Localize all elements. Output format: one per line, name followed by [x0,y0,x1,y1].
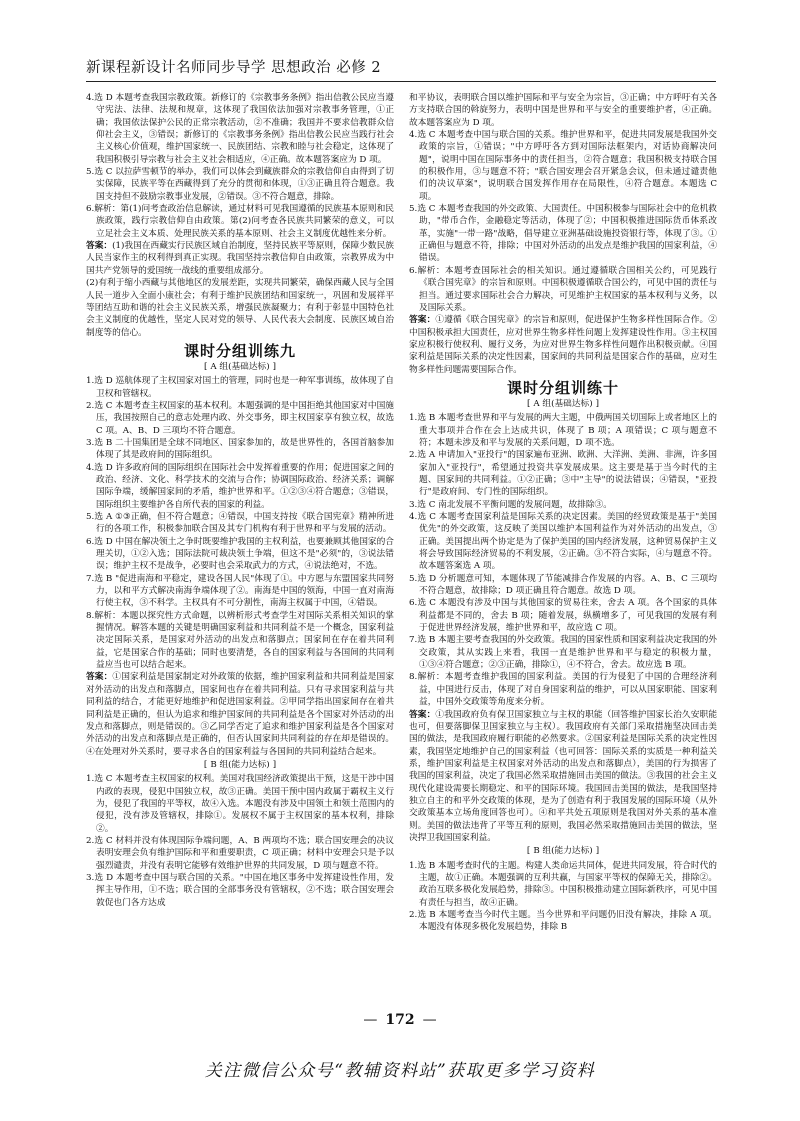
answer-label: 答案： [409,315,436,326]
a-answer-2: 2.选 C 本题考查主权国家的基本权利。本题强调的是中国拒绝其他国家对中国施压，我国按照自己的意志处理内政、外交事务，即主权国家享有独立权，故选 C 项。A、B、D 三项均不符合题意。 [86,400,394,436]
a-answer-8 [86,671,394,757]
group-b-heading: [ B 组(能力达标) ] [526,846,600,857]
footer-promo: 关注微信公众号“教辅资料站”获取更多学习资料 [204,1061,596,1081]
a-answer-5: 5.选 D 分析题意可知，本题体现了节能减排合作发展的内容。A、B、C 三项均不符合题意，故排除；D 项正确且符合题意。故选 D 项。 [409,573,717,597]
answer-q6-answer [86,240,394,277]
left-column [86,92,394,909]
section-title-9: 课时分组训练九 [183,341,296,360]
b-answer-3: 3.选 D 本题考查中国与联合国的关系。"中国在地区事务中发挥建设性作用，发挥主导作用，①不选；联合国的全部事务没有管辖权，②不选；联合国安理会敦促也门各方达成 [86,872,394,908]
b-answer-3-continued: 和平协议，表明联合国以维护国际和平与安全为宗旨，③正确；中方呼吁有关各方支持联合国的斡旋努力，表明中国是世界和平与安全的重要维护者，④正确。故本题答案应为 D 项。 [409,93,717,128]
answer-label: 答案： [409,709,436,720]
answer-q5: 5.选 C 以拉萨雪顿节的举办，我们可以体会到藏族群众的宗教信仰自由得到了切实保障，民族平等在西藏得到了充分的贯彻和体现，①③正确且符合题意。我国支持但不鼓励宗教事业发展，②错误。③不符合题意，排除。 [86,167,394,202]
page-number-value: 172 [385,1012,415,1028]
a-answer-1: 1.选 D 巡航体现了主权国家对国土的管理，同时也是一种军事训练，故体现了自卫权和管辖权。 [86,376,394,399]
b-answer-1: 1.选 C 本题考查主权国家的权利。美国对我国经济政策提出干预，这是干涉中国内政的表现，侵犯中国独立权，故③正确。美国干预中国内政属于霸权主义行为，侵犯了我国的平等权，故④入选。本题没有涉及中国领土和领土范围内的侵犯，没有涉及管辖权，排除①。发展权不属于主权国家的基本权利，排除②。 [86,774,394,834]
b-answer-2: 2.选 B 本题考查当今时代主题。当今世界和平问题仍旧没有解决，排除 A 项。本题没有体现多极化发展趋势，排除 B [409,910,717,933]
a-answer-3: 3.选 C 南北发展不平衡问题的发展问题，故排除③。 [409,499,612,510]
section-title-10: 课时分组训练十 [506,378,619,397]
group-a-heading: [ A 组(基础达标) ] [526,398,600,409]
b-answer-4: 4.选 C 本题考查中国与联合国的关系。维护世界和平，促进共同发展是我国外交政策的宗旨，①错误；"中方呼吁各方到对国际法框架内，对话协商解决问题"，说明中国在国际事务中的责任担当，②符合题意；我国积极支持联合国的积极作用，③与题意不符；"联合国安理会召开紧急会议，但未通过谴责他们的决议草案"，说明联合国发挥作用存在局限性，④符合题意。本题选 C 项。 [409,130,717,202]
answer-label: 答案： [86,672,113,683]
answer-label: 答案： [86,241,113,252]
answer-q4: 4.选 D 本题考查我国宗教政策。新修订的《宗教事务条例》指出信教公民应当遵守宪法、法律、法规和规章，这体现了我国依法加强对宗教事务管理，①正确；我国依法保护公民的正常宗教活动，②不准确；我国并不要求信教群众信仰社会主义，③错误；新修订的《宗教事务条例》指出信教公民应当践行社会主义核心价值观，维护国家统一、民族团结、宗教和睦与社会稳定，这体现了我国积极引导宗教与社会主义社会相适应，④正确。故本题答案应为 D 项。 [86,93,394,165]
group-b-label: B 组(能力达标) [533,846,593,857]
group-a-label: A 组(基础达标) [533,398,593,409]
page-dash-right: — [422,1012,437,1028]
answer-q6-part2: (2)有利于缩小西藏与其他地区的发展差距，实现共同繁荣，确保西藏人民与全国人民一道步入全面小康社会；有利于维护民族团结和国家统一，巩固和发展祥平等团结互助和谐的社会主义民族关系，增强民族凝聚力；有利于彰显中国特色社会主义制度的优越性，坚定人民对党的领导、人民代表大会制度、民族区域自治制度等的信心。 [86,278,394,338]
a-answer-6: 6.选 D 中国在解决领土之争时既要维护我国的主权利益，也要兼顾其他国家的合理关切，①②入选；国际法院可裁决领土争端，但这不是"必须"的，③说法错误；维护主权不是战争，必要时也会采取武力的方式，④说法绝对，不选。 [86,536,394,572]
group-a-label: A 组(基础达标) [210,361,270,372]
group-a-heading: [ A 组(基础达标) ] [203,361,277,372]
a-answer-8-body: ①国家利益是国家制定对外政策的依据，维护国家利益和共同利益是国家对外活动的出发点和落脚点，国家间也存在着共同利益。只有寻求国家利益与共同利益的结合，才能更好地维护和促进国家利益。②甲同学指出国家间存在着共同利益是正确的，但认为追求和维护国家间的共同利益是各个国家对外活动的出发点和落脚点，则是错误的。③乙同学否定了追求和维护国家利益是各个国家对外活动的出发点和落脚点是正确的，但否认国家间共同利益的存在却是错误的。④在处理对外关系时，要寻求各自的国家利益与各国间的共同利益结合起来。 [86,672,395,757]
a-answer-8-analysis: 8.解析：本题以探究性方式命题，以辨析形式考查学生对国际关系相关知识的掌握情况。解答本题的关键是明确国家利益和共同利益不是一个概念，国家利益决定国际关系，是国家对外活动的出发点和落脚点；国家间在存在着共同利益，它是国家合作的基础；同时也要清楚，各自的国家利益与各国间的共同利益应当也可以结合起来。 [86,610,394,671]
a-answer-8-body: ①我国政府负有保卫国家独立与主权的职能（回答维护国家长治久安职能也可，但要落脚保卫国家独立与主权）。我国政府有关部门采取措施坚决回击美国的做法，是我国政府履行职能的必然要求。②国家利益是国际关系的决定性因素，我国坚定地维护自己的国家利益（也可回答：国际关系的实质是一种利益关系，维护国家利益是主权国家对外活动的出发点和落脚点），美国的行为损害了我国的国家利益，决定了我国必然采取措施回击美国的做法。③我国的社会主义现代化建设需要长期稳定、和平的国际环境。我国回击美国的做法，是我国坚持独立自主的和平外交政策的体现，是为了创造有利于我国发展的国际环境（从外交政策基本立场角度回答也可）。④和平共处五项原则是我国对外关系的基本准则。美国的做法违背了平等互利的原则，我国必然采取措施回击美国的做法，坚决捍卫我国国家利益。 [409,709,718,843]
a-answer-7: 7.选 B 本题主要考查我国的外交政策。我国的国家性质和国家利益决定我国的外交政策，其从实践上来看，我国一直是维护世界和平与稳定的积极力量，①③④符合题意；②③正确，排除①，④不符合，舍去。故应选 B 项。 [409,635,717,671]
a-answer-8 [409,709,717,845]
b-answer-5: 5.选 C 本题考查我国的外交政策、大国责任。中国积极参与国际社会中的危机救助，"带币合作，金融稳定等活动，体现了②；中国积极推进国际货币体系改革，实施"一带一路"战略，倡导建立亚洲基础设施投资银行等，体现了③。①正确但与题意不符，排除；中国对外活动的出发点是维护我国的国家利益，④错误。 [409,204,717,264]
a-answer-5: 5.选 A ①③正确，但不符合题意；④错误，中国支持按《联合国宪章》精神所进行的各项工作，积极参加联合国及其专门机构有利于世界和平与发展的活动。 [86,512,394,535]
running-header: 新课程新设计名师同步导学 思想政治 必修 2 [86,60,382,76]
a-answer-3: 3.选 B 二十国集团是全球不同地区、国家参加的，故是世界性的，各国首脑参加体现了其是政府间的国际组织。 [86,437,394,461]
answer-q6-part1: (1)我国在西藏实行民族区域自治制度，坚持民族平等原则，保障少数民族人民当家作主的权利得到真正实现。我国坚持宗教信仰自由政策，宗教界成为中国共产党领导的爱国统一战线的重要组成部分。 [86,241,394,276]
b-answer-6-body: ①遵循《联合国宪章》的宗旨和原则，促进保护生物多样性国际合作。②中国积极承担大国责任，应对世界生物多样性问题上发挥建设性作用。③主权国家应积极行使权利、履行义务，为应对世界生物多样性问题作出积极贡献。④国家利益是国际关系的决定性因素，国家间的共同利益是国家合作的基础，应对生物多样性问题需要国际合作。 [409,315,718,375]
a-answer-8-analysis: 8.解析：本题考查维护我国的国家利益。美国的行为侵犯了中国的合理经济利益，中国进行反击，体现了对自身国家利益的维护，可以从国家职能、国家利益，中国外交政策等角度来分析。 [409,672,717,708]
a-answer-4: 4.选 D 许多政府间的国际组织在国际社会中发挥着重要的作用；促进国家之间的政治、经济、文化、科学技术的交流与合作；协调国际政治、经济关系；调解国际争端，缓解国家间的矛盾，维护世界和平。①②③④符合题意；③错误，国际组织主要维护各自所代表的国家的利益。 [86,462,394,510]
group-b-heading: [ B 组(能力达标) ] [203,759,277,770]
b-answer-1: 1.选 B 本题考查时代的主题。构建人类命运共同体，促进共同发展，符合时代的主题，故①正确。本题强调的互利共赢，与国家平等权的保障无关，排除②。政治互联多极化发展趋势，排除③。中国积极推动建立国际新秩序，可见中国有责任与担当，故④正确。 [409,860,717,908]
page-dash-left: — [363,1012,378,1028]
b-answer-2: 2.选 C 材料并没有体现国际争端问题，A、B 两项均不选；联合国安理会的决议表明安理会负有维护国际和平和重要职责，C 项正确；材料中安理会只是予以强烈谴责，并没有表明它能够有效维护世界的共同发展，D 项与题意不符。 [86,835,394,871]
a-answer-2: 2.选 A 申请加入"亚投行"的国家遍布亚洲、欧洲、大洋洲、美洲、非洲，许多国家加入"亚投行"，希望通过投资共享发展成果。这主要是基于当今时代的主题、国家间的共同利益。①②正确；③中"主导"的说法错误；④错误，"亚投行"是政府间、专门性的国际组织。 [409,450,717,498]
a-answer-6: 6.选 C 本题没有涉及中国与其他国家的贸易往来，舍去 A 项。各个国家的具体利益都是不同的，舍去 B 项；随着发展，纵横增多了，可见我国的发展有利于促进世界经济发展，维护世界和平，故应选 C 项。 [409,598,717,634]
a-answer-7: 7.选 B "促进南海和平稳定，建设各国人民"体现了①。中方愿与东盟国家共同努力，以和平方式解决南海争端体现了②。南海是中国的领海，中国一直对南海行使主权，③不科学。主权具有不可分割性，南海主权属于中国，④错误。 [86,573,394,609]
a-answer-4: 4.选 C 本题考查国家利益是国际关系的决定因素。美国的经贸政策是基于"美国优先"的外交政策，这反映了美国以维护本国利益作为对外活动的出发点，③正确。美国提出两个协定是为了保护美国的国内经济发展，这种贸易保护主义将会导致国际经济贸易的不利发展，②正确。③不符合实际，④与题意不符。故本题答案选 A 项。 [409,512,717,572]
b-answer-6-analysis: 6.解析：本题考查国际社会的相关知识。通过遵循联合国相关公约，可见践行《联合国宪章》的宗旨和原则。中国积极遵循联合国公约，可见中国的责任与担当。通过要求国际社会合力解决，可见维护主权国家的基本权利与义务，以及国际关系。 [409,265,717,313]
answer-q6-analysis: 6.解析：第(1)问考查政治信息解读，通过材料可见我国遵循的民族基本原则和民族政策，践行宗教信仰自由政策。第(2)问考查各民族共同繁荣的意义，可以立足社会主义本质、处理民族关系的基本原则、社会主义制度优越性来分析。 [86,204,394,239]
page-number [0,1012,800,1028]
header-rule [86,81,716,82]
b-answer-6 [409,314,717,376]
right-column [409,92,717,934]
group-b-label: B 组(能力达标) [210,759,270,770]
a-answer-1: 1.选 B 本题考查世界和平与发展的两大主题，中俄两国关切国际上或者地区上的重大事项并合作在会上达成共识，体现了 B 项；A 项错误；C 项与题意不符；本题未涉及和平与发展的关系问题，D 项不选。 [409,413,717,448]
